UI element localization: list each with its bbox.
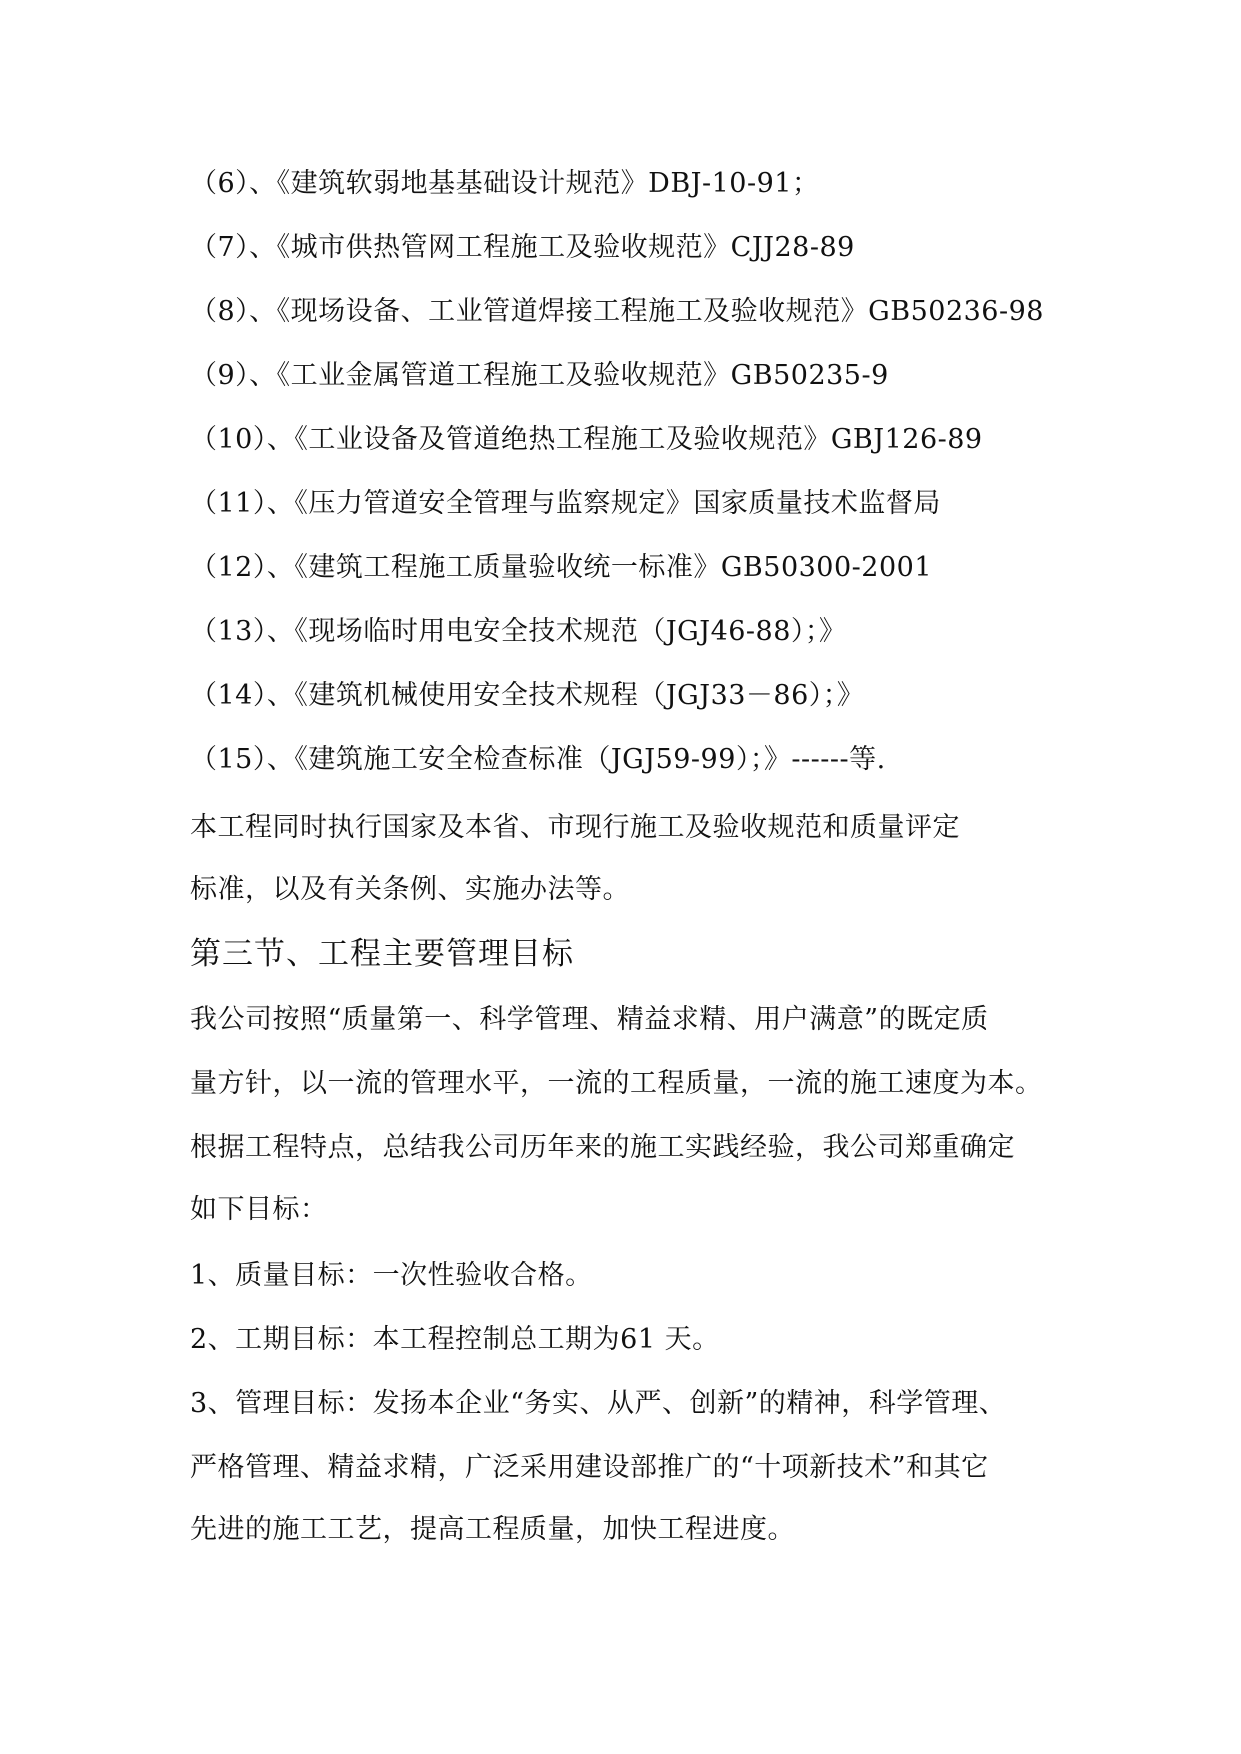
reference-item-12: （12）、《建筑工程施工质量验收统一标准》GB50300-2001 bbox=[190, 552, 932, 583]
goal-quality: 1、质量目标：一次性验收合格。 bbox=[190, 1260, 593, 1291]
intro-line-1: 我公司按照“质量第一、科学管理、精益求精、用户满意”的既定质 bbox=[190, 1004, 989, 1035]
section-title: 第三节、工程主要管理目标 bbox=[190, 936, 574, 972]
reference-item-6: （6）、《建筑软弱地基基础设计规范》DBJ-10-91； bbox=[190, 168, 820, 199]
reference-item-14: （14）、《建筑机械使用安全技术规程（JGJ33－86）；》 bbox=[190, 680, 865, 711]
reference-item-10: （10）、《工业设备及管道绝热工程施工及验收规范》GBJ126-89 bbox=[190, 424, 983, 455]
reference-item-13: （13）、《现场临时用电安全技术规范（JGJ46-88）；》 bbox=[190, 616, 847, 647]
reference-item-8: （8）、《现场设备、工业管道焊接工程施工及验收规范》GB50236-98 bbox=[190, 296, 1044, 327]
reference-item-7: （7）、《城市供热管网工程施工及验收规范》CJJ28-89 bbox=[190, 232, 855, 263]
intro-line-2: 量方针，以一流的管理水平，一流的工程质量，一流的施工速度为本。 bbox=[190, 1068, 1043, 1099]
intro-line-4: 如下目标： bbox=[190, 1194, 328, 1225]
reference-item-15: （15）、《建筑施工安全检查标准（JGJ59-99）；》------等. bbox=[190, 744, 886, 775]
statement-line-2: 标准，以及有关条例、实施办法等。 bbox=[190, 874, 630, 905]
goal-management-line-3: 先进的施工工艺，提高工程质量，加快工程进度。 bbox=[190, 1514, 795, 1545]
reference-item-11: （11）、《压力管道安全管理与监察规定》国家质量技术监督局 bbox=[190, 488, 941, 519]
statement-line-1: 本工程同时执行国家及本省、市现行施工及验收规范和质量评定 bbox=[190, 812, 960, 843]
goal-management-line-2: 严格管理、精益求精，广泛采用建设部推广的“十项新技术”和其它 bbox=[190, 1452, 989, 1483]
intro-line-3: 根据工程特点，总结我公司历年来的施工实践经验，我公司郑重确定 bbox=[190, 1132, 1015, 1163]
goal-management-line-1: 3、管理目标：发扬本企业“务实、从严、创新”的精神，科学管理、 bbox=[190, 1388, 1007, 1419]
reference-item-9: （9）、《工业金属管道工程施工及验收规范》GB50235-9 bbox=[190, 360, 889, 391]
goal-schedule: 2、工期目标：本工程控制总工期为61 天。 bbox=[190, 1324, 720, 1355]
